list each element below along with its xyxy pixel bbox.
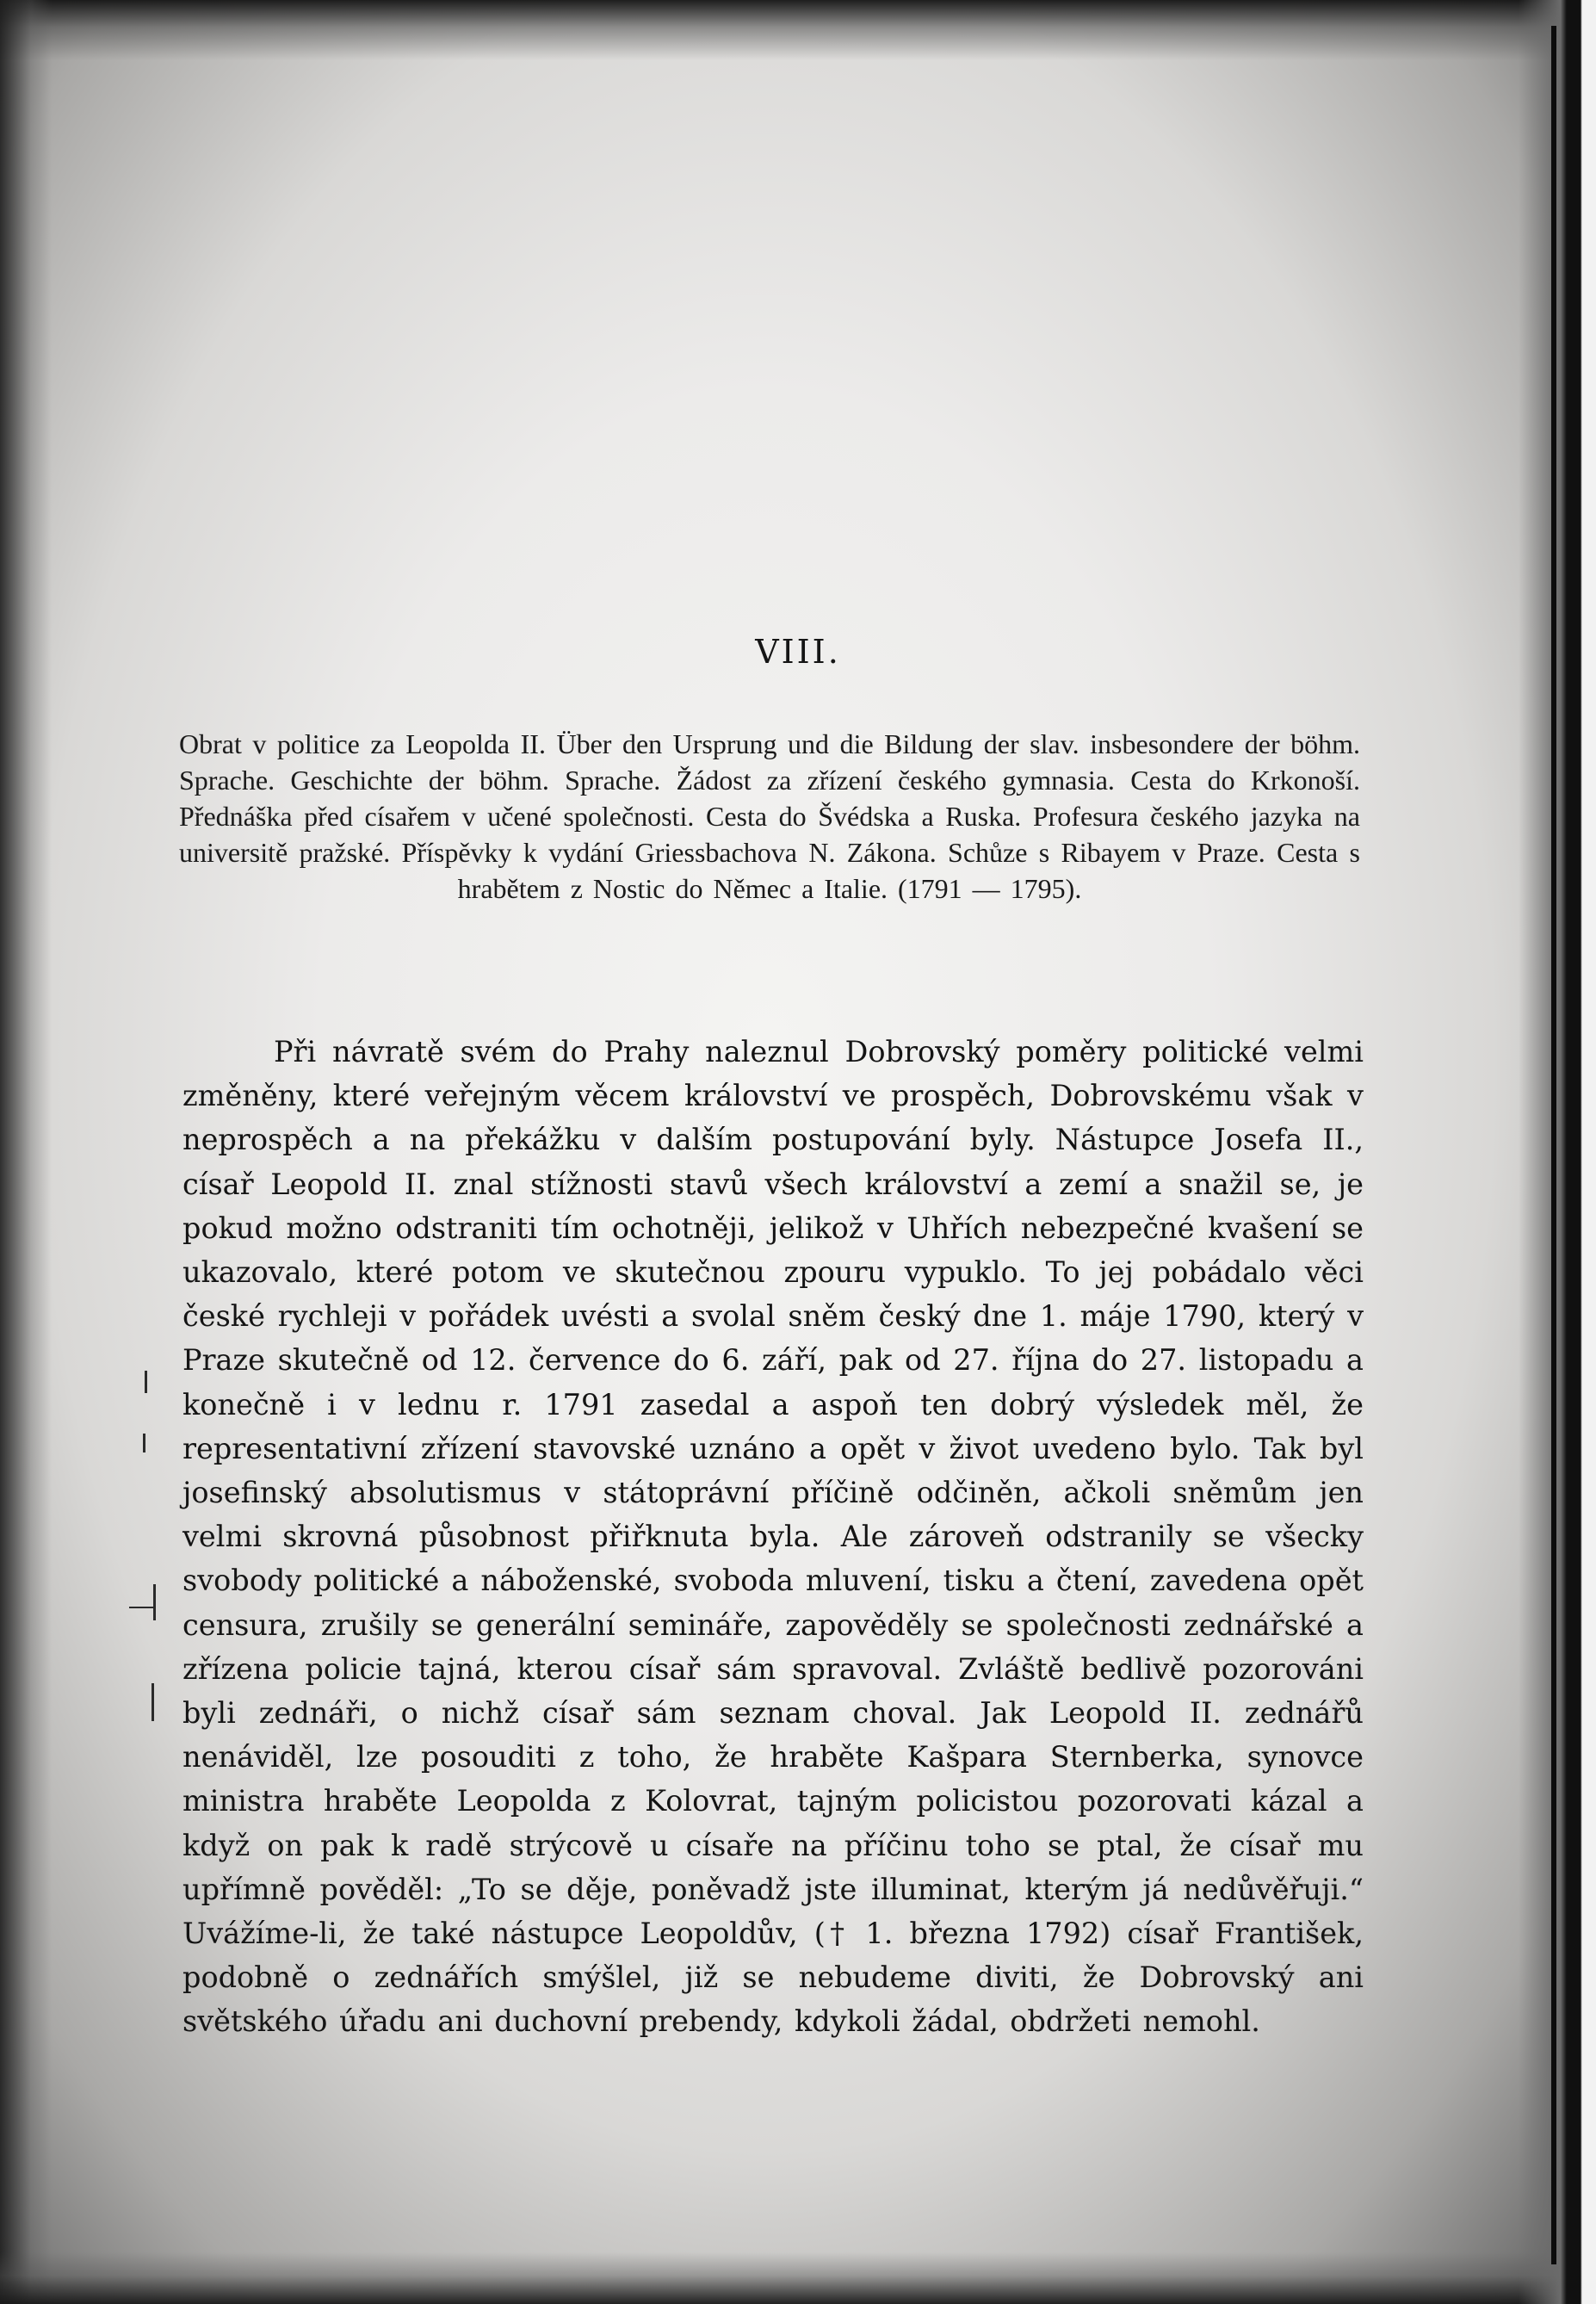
scan-shadow-top xyxy=(0,0,1596,60)
margin-mark xyxy=(143,1434,145,1452)
scan-shadow-left xyxy=(0,0,52,2304)
body-text xyxy=(182,1030,1364,2044)
margin-mark xyxy=(153,1584,156,1620)
margin-mark xyxy=(129,1607,153,1608)
margin-mark xyxy=(152,1683,154,1721)
chapter-heading: VIII. xyxy=(755,633,841,671)
scan-shadow-bottom xyxy=(0,2252,1596,2304)
margin-mark xyxy=(145,1371,147,1393)
chapter-summary: Obrat v politice za Leopolda II. Über den Ursprung und die Bildung der slav. insbesondere der böhm. Sprache. Geschichte der böhm. Sprache. Žádost za zřízení českého gymnasia. Cesta do Krkonoší. Přednáška před císařem v učené společnosti. Cesta do Švédska a Ruska. Profesura českého jazyka na universitě pražské. Příspěvky k vydání Griessbachova N. Zákona. Schůze s Ribayem v Praze. Cesta s hrabětem z Nostic do Němec a Italie. (1791 — 1795). xyxy=(179,728,1360,904)
scan-binding-edge xyxy=(1519,0,1596,2304)
binding-line xyxy=(1551,26,1556,2264)
body-paragraph: Při návratě svém do Prahy naleznul Dobrovský poměry politické velmi změněny, které veřejným věcem království ve prospěch, Dobrovskému však v neprospěch a na překážku v dalším postupování byly. Nástupce Josefa II., císař Leopold II. znal stížnosti stavů všech království a zemí a snažil se, je pokud možno odstraniti tím ochotněji, jelikož v Uhřích nebezpečné kvašení se ukazovalo, které potom ve skutečnou zpouru vypuklo. To jej pobádalo věci české rychleji v pořádek uvésti a svolal sněm český dne 1. máje 1790, který v Praze skutečně od 12. července do 6. září, pak od 27. října do 27. listopadu a konečně i v lednu r. 1791 zasedal a aspoň ten dobrý výsledek měl, že representativní zřízení stavovské uznáno a opět v život uvedeno bylo. Tak byl josefinský absolutismus v státoprávní příčině odčiněn, ačkoli sněmům jen velmi skrovná působnost přiřknuta byla. Ale zároveň odstranily se všecky svobody politické a náboženské, svoboda mluvení, tisku a čtení, zavedena opět censura, zrušily se generální semináře, zapověděly se společnosti zednářské a zřízena policie tajná, kterou císař sám spravoval. Zvláště bedlivě pozorováni byli zednáři, o nichž císař sám seznam choval. Jak Leopold II. zednářů nenáviděl, lze posouditi z toho, že hraběte Kašpara Sternberka, synovce ministra hraběte Leopolda z Kolovrat, tajným policistou pozorovati kázal a když on pak k radě strýcově u císaře na příčinu toho se ptal, že císař mu upřímně pověděl: „To se děje, poněvadž jste illuminat, kterým já nedůvěřuji.“ Uvážíme-li, že také nástupce Leopoldův, († 1. března 1792) císař František, podobně o zednářích smýšlel, již se nebudeme diviti, že Dobrovský ani světského úřadu ani duchovní prebendy, kdykoli žádal, obdržeti nemohl. xyxy=(182,1035,1364,2039)
